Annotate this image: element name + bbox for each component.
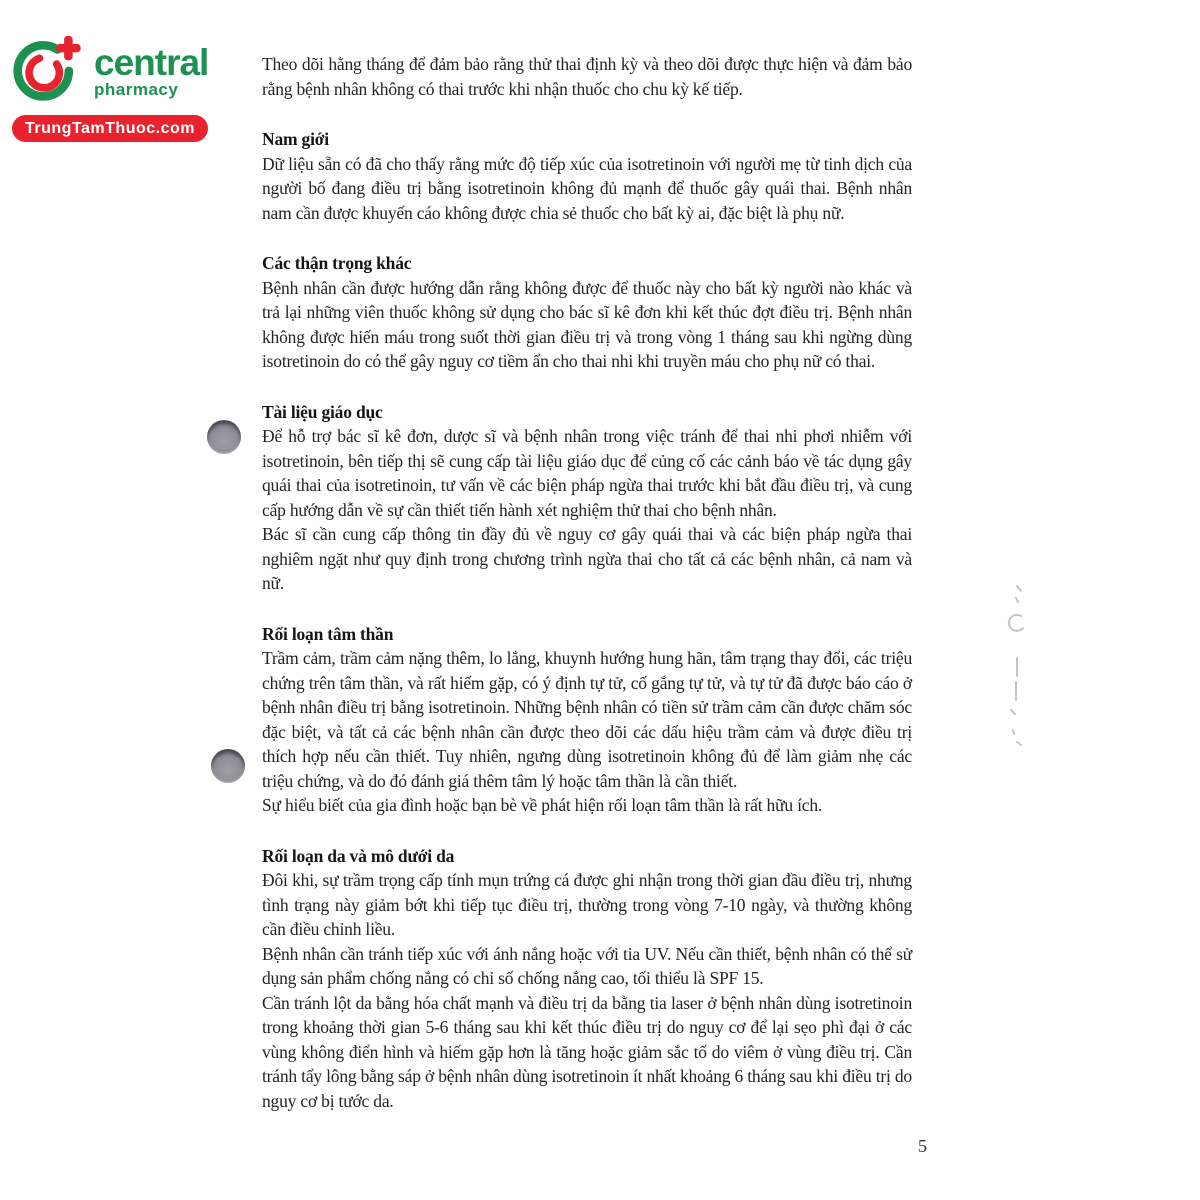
document-section [262,251,912,374]
paragraph: Bệnh nhân cần tránh tiếp xúc với ánh nắng hoặc với tia UV. Nếu cần thiết, bệnh nhân có thể sử dụng sản phẩm chống nắng có chỉ số chống nắng cao, tối thiểu là SPF 15. [262,943,912,988]
section-heading: Nam giới [262,129,329,149]
paragraph: Để hỗ trợ bác sĩ kê đơn, dược sĩ và bệnh nhân trong việc tránh để thai nhi phơi nhiễm với isotretinoin, bên tiếp thị sẽ cung cấp tài liệu giáo dục để củng cố các cảnh báo về tác dụng gây quái thai của isotretinoin, tư vấn về các biện pháp ngừa thai trước khi bắt đầu điều trị, và cung cấp hướng dẫn về sự cần thiết tiến hành xét nghiệm thử thai cho bệnh nhân. [262,426,912,520]
document-body [262,52,912,1113]
paragraph: Sự hiểu biết của gia đình hoặc bạn bè về phát hiện rối loạn tâm thần là rất hữu ích. [262,795,823,815]
logo-sub-text: pharmacy [94,80,179,99]
section-heading: Các thận trọng khác [262,253,412,273]
paragraph: Đôi khi, sự trầm trọng cấp tính mụn trứng cá được ghi nhận trong thời gian đầu điều trị, nhưng tình trạng này giảm bớt khi tiếp tục điều trị, thường trong vòng 7-10 ngày, và thường không cần điều chỉnh liều. [262,870,912,939]
hole-punch-bottom [211,749,245,783]
page-number: 5 [918,1136,927,1156]
paragraph: Bác sĩ cần cung cấp thông tin đầy đủ về nguy cơ gây quái thai và các biện pháp ngừa thai nghiêm ngặt như quy định trong chương trình ngừa thai cho tất cả các bệnh nhân, cả nam và nữ. [262,524,912,593]
paragraph: Bệnh nhân cần được hướng dẫn rằng không được để thuốc này cho bất kỳ người nào khác và trả lại những viên thuốc không sử dụng cho bác sĩ kê đơn khi kết thúc đợt điều trị. Bệnh nhân không được hiến máu trong suốt thời gian điều trị và trong vòng 1 tháng sau khi ngừng dùng isotretinoin do có thể gây nguy cơ tiềm ẩn cho thai nhi khi truyền máu cho phụ nữ có thai. [262,277,912,371]
margin-annotation-marks [1003,582,1033,754]
document-section [262,127,912,225]
document-section [262,52,912,101]
paragraph: Cần tránh lột da bằng hóa chất mạnh và điều trị da bằng tia laser ở bệnh nhân dùng isotretinoin trong khoảng thời gian 5-6 tháng sau khi kết thúc điều trị do nguy cơ để lại sẹo phì đại ở các vùng không điển hình và hiếm gặp hơn là tăng hoặc giảm sắc tố do viêm ở vùng điều trị. Cần tránh tẩy lông bằng sáp ở bệnh nhân dùng isotretinoin ít nhất khoảng 6 tháng sau khi điều trị do nguy cơ bị tước da. [262,992,912,1111]
section-heading: Rối loạn da và mô dưới da [262,845,455,866]
section-heading: Tài liệu giáo dục [262,401,383,422]
logo-brand-text: central [94,42,209,83]
hole-punch-top [207,420,241,454]
document-section [262,844,912,1114]
document-section [262,400,912,596]
paragraph: Theo dõi hằng tháng để đảm bảo rằng thử thai định kỳ và theo dõi được thực hiện và đảm bảo rằng bệnh nhân không có thai trước khi nhận thuốc cho chu kỳ kế tiếp. [262,54,912,99]
document-section [262,622,912,818]
central-pharmacy-logo-icon [12,30,84,106]
central-pharmacy-logo [12,30,242,142]
paragraph: Dữ liệu sẵn có đã cho thấy rằng mức độ tiếp xúc của isotretinoin với người mẹ từ tinh dịch của người bố đang điều trị bằng isotretinoin không đủ mạnh để thuốc gây quái thai. Bệnh nhân nam cần được khuyến cáo không được chia sẻ thuốc cho bất kỳ ai, đặc biệt là phụ nữ. [262,153,912,223]
logo-banner-text: TrungTamThuoc.com [25,119,195,137]
section-heading: Rối loạn tâm thần [262,623,394,644]
paragraph: Trầm cảm, trầm cảm nặng thêm, lo lắng, khuynh hướng hung hãn, tâm trạng thay đổi, các triệu chứng trên tâm thần, và rất hiếm gặp, có ý định tự tử, cố gắng tự tử, và tự tử đã được báo cáo ở bệnh nhân điều trị bằng isotretinoin. Những bệnh nhân có tiền sử trầm cảm cần được chăm sóc đặc biệt, và tất cả các bệnh nhân cần được theo dõi các dấu hiệu trầm cảm và được điều trị thích hợp nếu cần thiết. Tuy nhiên, ngưng dùng isotretinoin không đủ để làm giảm nhẹ các triệu chứng, và do đó đánh giá thêm tâm lý hoặc tâm thần là cần thiết. [262,648,912,791]
logo-banner [12,115,208,142]
